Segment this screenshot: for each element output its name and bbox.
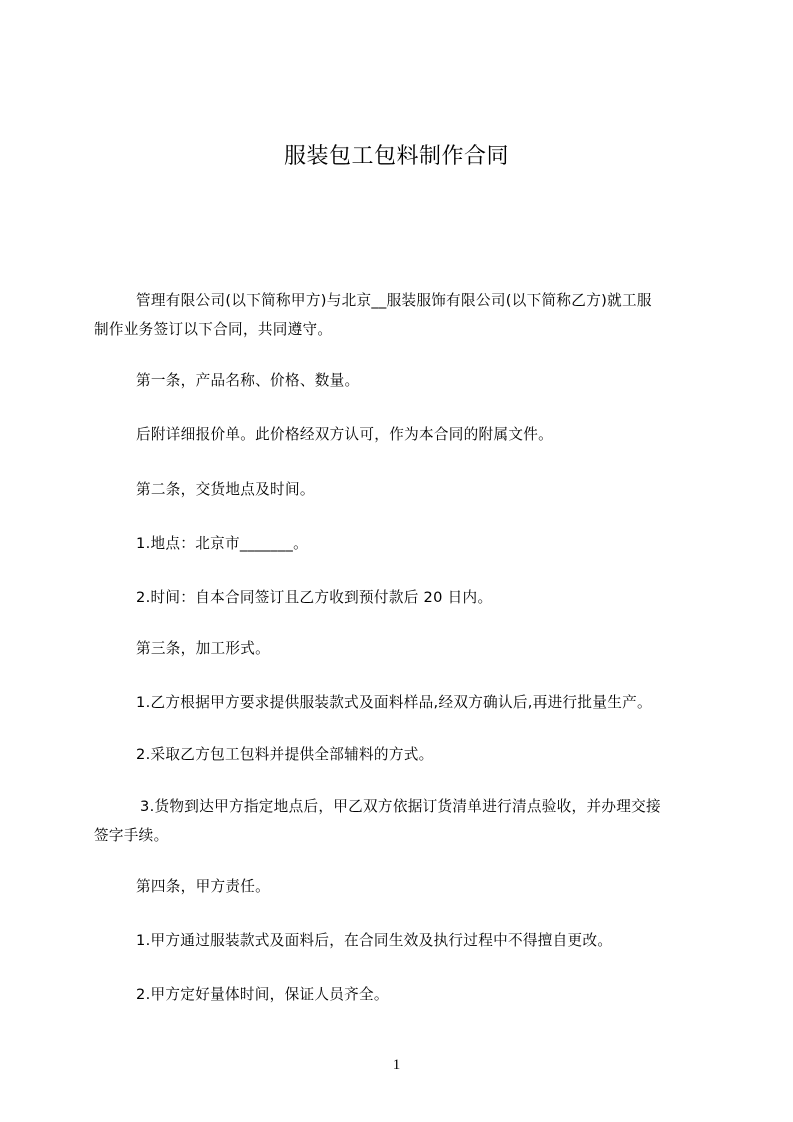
article-3-item-1: 1.乙方根据甲方要求提供服装款式及面料样品,经双方确认后,再进行批量生产。 [136, 694, 652, 711]
article-3-item-3-line-1: 3.货物到达甲方指定地点后，甲乙双方依据订货清单进行清点验收，并办理交接 [140, 798, 661, 815]
article-3-item-2: 2.采取乙方包工包料并提供全部辅料的方式。 [136, 746, 434, 763]
document-title: 服装包工包料制作合同 [283, 144, 509, 169]
intro-line-2: 制作业务签订以下合同，共同遵守。 [94, 321, 333, 338]
intro-paragraph [94, 286, 706, 344]
article-4-item-1: 1.甲方通过服装款式及面料后，在合同生效及执行过程中不得擅自更改。 [136, 932, 613, 949]
article-2-item-1: 1.地点：北京市_______。 [136, 535, 308, 552]
article-4-heading: 第四条，甲方责任。 [136, 878, 271, 895]
article-1-body: 后附详细报价单。此价格经双方认可，作为本合同的附属文件。 [136, 426, 554, 443]
intro-line-1: 管理有限公司(以下简称甲方)与北京__服装服饰有限公司(以下简称乙方)就工服 [136, 292, 652, 309]
article-1-heading: 第一条，产品名称、价格、数量。 [136, 372, 360, 389]
article-3-item-3-line-2: 签字手续。 [94, 827, 169, 844]
page-number: 1 [392, 1057, 401, 1073]
article-2-heading: 第二条，交货地点及时间。 [136, 481, 315, 498]
article-3-item-3 [94, 792, 706, 850]
article-3-heading: 第三条，加工形式。 [136, 640, 271, 657]
article-2-item-2: 2.时间：自本合同签订且乙方收到预付款后 20 日内。 [136, 589, 493, 606]
article-4-item-2: 2.甲方定好量体时间，保证人员齐全。 [136, 986, 389, 1003]
